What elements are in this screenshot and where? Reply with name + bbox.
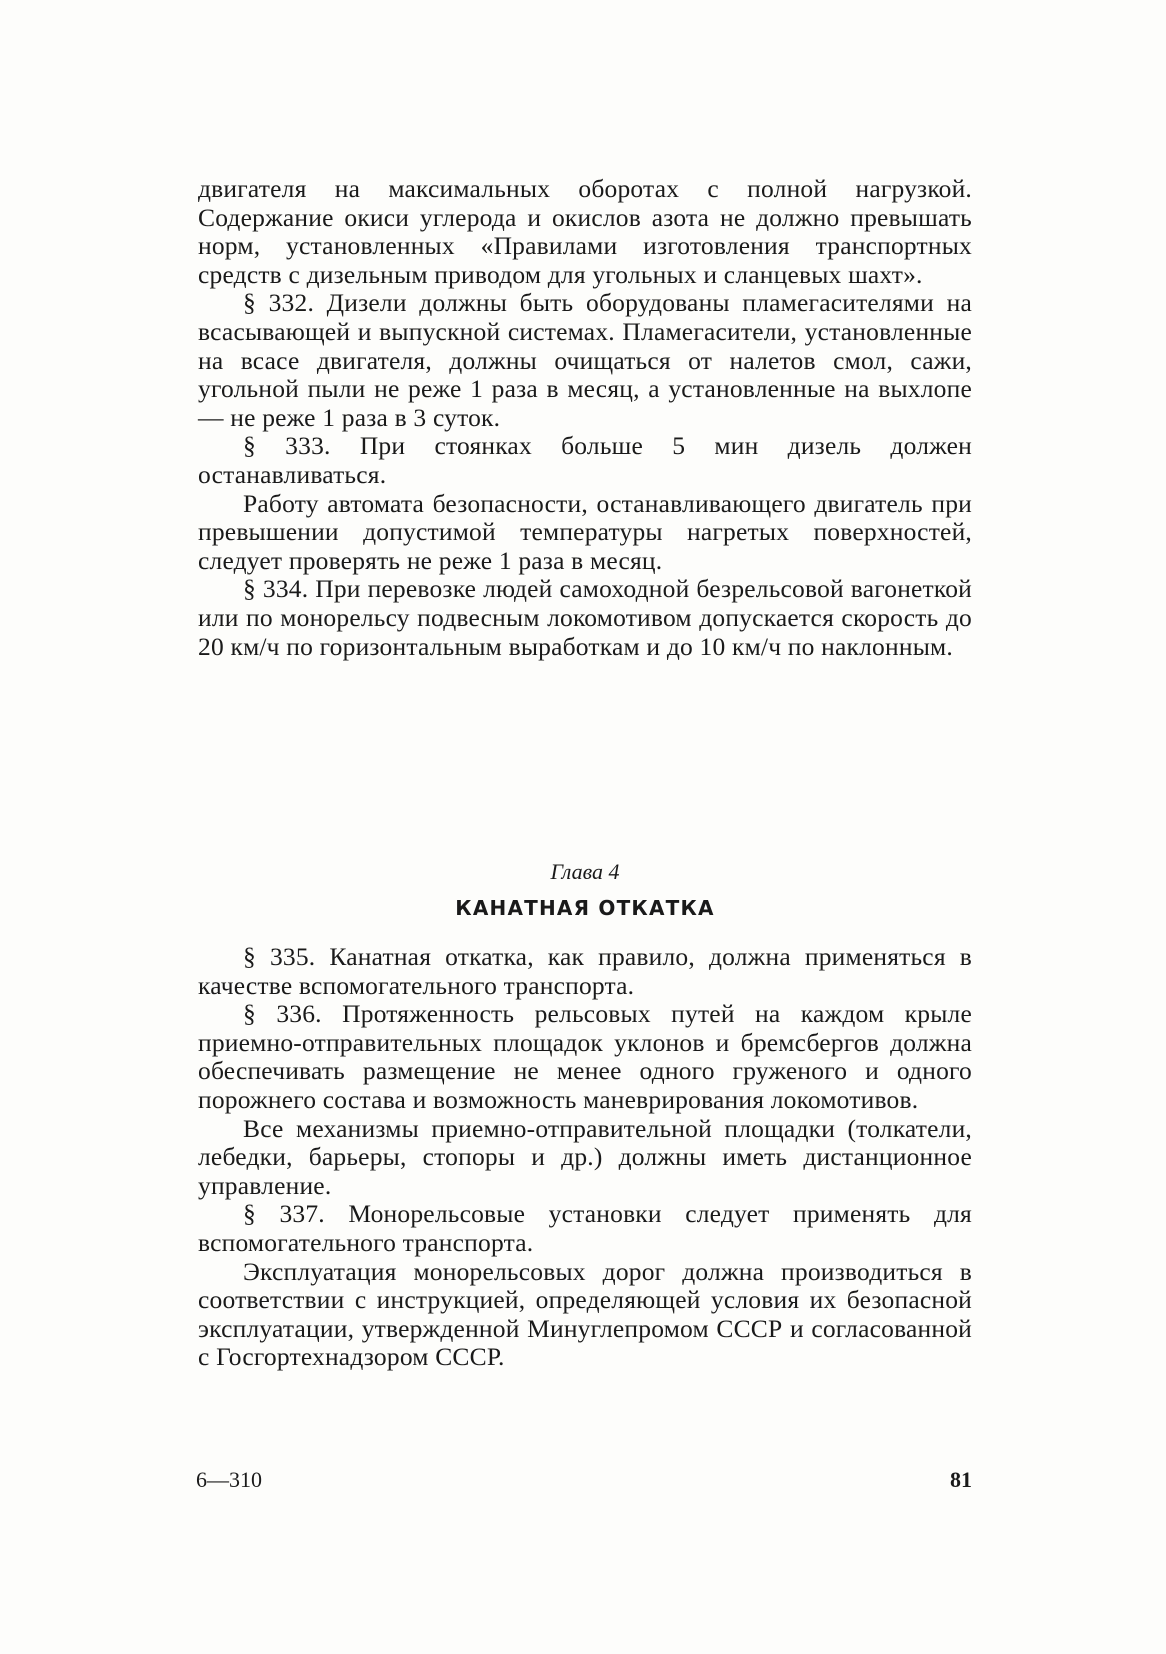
paragraph-333: § 333. При стоянках больше 5 мин дизель должен останавливаться. [198,431,972,489]
paragraph-332: § 332. Дизели должны быть оборудованы пламегасителями на всасывающей и выпускной системах. Пламегасители, установленные на всасе двигателя, должны очищаться от налетов смол, сажи, угольной пыли не реже 1 раза в месяц, а установленные на выхлопе — не реже 1 раза в 3 суток. [198,288,972,432]
paragraph-337: § 337. Монорельсовые установки следует применять для вспомогательного транспорта. [198,1199,972,1257]
paragraph-336-mechanisms: Все механизмы приемно-отправительной площадки (толкатели, лебедки, барьеры, стопоры и др.) должны иметь дистанционное управление. [198,1113,972,1200]
paragraph-336: § 336. Протяженность рельсовых путей на каждом крыле приемно-отправительных площадок уклонов и бремсбергов должна обеспечивать размещение не менее одного груженого и одного порожнего состава и возможность маневрирования локомотивов. [198,999,972,1114]
chapter-title: КАНАТНАЯ ОТКАТКА [455,896,715,920]
paragraph-continuation: двигателя на максимальных оборотах с полной нагрузкой. Содержание окиси углерода и окислов азота не должно превышать норм, установленных «Правилами изготовления транспортных средств с дизельным приводом для угольных и сланцевых шахт». [198,174,972,289]
text-block-top [198,175,972,661]
page-number: 81 [950,1467,972,1492]
footer-signature: 6—310 [196,1467,262,1492]
paragraph-335: § 335. Канатная откатка, как правило, должна применяться в качестве вспомогательного транспорта. [198,942,972,1000]
paragraph-334: § 334. При перевозке людей самоходной безрельсовой вагонеткой или по монорельсу подвесным локомотивом допускается скорость до 20 км/ч по горизонтальным выработкам и до 10 км/ч по наклонным. [198,574,972,661]
chapter-label: Глава 4 [550,859,620,884]
text-block-bottom [198,943,972,1372]
paragraph-337-operation: Эксплуатация монорельсовых дорог должна производиться в соответствии с инструкцией, определяющей условия их безопасной эксплуатации, утвержденной Минуглепромом СССР и согласованной с Госгортехнадзором СССР. [198,1256,972,1372]
paragraph-333-automat: Работу автомата безопасности, останавливающего двигатель при превышении допустимой температуры нагретых поверхностей, следует проверять не реже 1 раза в месяц. [198,488,972,575]
